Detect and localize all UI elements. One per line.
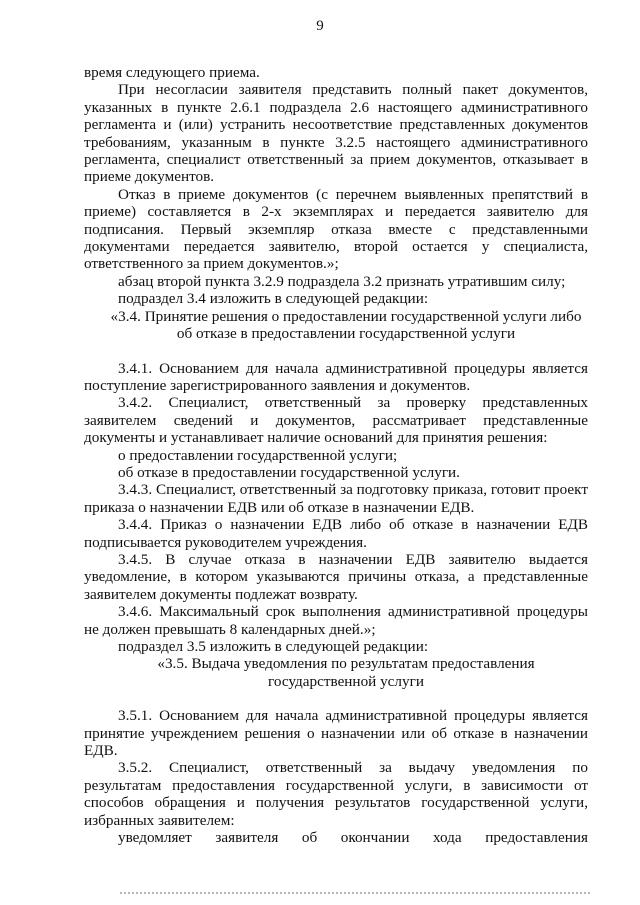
section-heading-3-5: «3.5. Выдача уведомления по результатам предоставления государственной услуги <box>157 655 535 690</box>
paragraph: подраздел 3.5 изложить в следующей редакции: <box>118 638 429 655</box>
page-number: 9 <box>316 18 324 34</box>
spacer <box>84 343 588 360</box>
document-body <box>84 64 588 846</box>
list-item: об отказе в предоставлении государственной услуги. <box>118 463 460 481</box>
paragraph: 3.4.4. Приказ о назначении ЕДВ либо об отказе в назначении ЕДВ подписывается руководителем учреждения. <box>84 516 588 551</box>
paragraph: 3.5.1. Основанием для начала административной процедуры является принятие учреждением решения о назначении или об отказе в назначении ЕДВ. <box>84 707 588 760</box>
list-item: о предоставлении государственной услуги; <box>118 446 398 464</box>
paragraph: При несогласии заявителя представить полный пакет документов, указанных в пункте 2.6.1 подраздела 2.6 настоящего административного регламента и (или) устранить несоответствие представленных документов требованиям, указанным в пункте 3.2.5 настоящего административного регламента, специалист ответственный за прием документов, отказывает в приеме документов. <box>84 81 588 186</box>
paragraph: 3.4.5. В случае отказа в назначении ЕДВ заявителю выдается уведомление, в котором указываются причины отказа, а представленные заявителем документы подлежат возврату. <box>84 550 588 603</box>
paragraph: абзац второй пункта 3.2.9 подраздела 3.2 признать утратившим силу; <box>118 272 566 290</box>
paragraph: Отказ в приеме документов (с перечнем выявленных препятствий в приеме) составляется в 2-х экземплярах и передается заявителю для подписания. Первый экземпляр отказа вместе с представленными документами передается заявителю, второй остается у специалиста, ответственного за прием документов.»; <box>84 185 588 273</box>
paragraph: 3.4.2. Специалист, ответственный за проверку представленных заявителем сведений и документов, рассматривает представленные документы и устанавливает наличие оснований для принятия решения: <box>84 394 588 447</box>
paragraph: 3.5.2. Специалист, ответственный за выдачу уведомления по результатам предоставления государственной услуги, в зависимости от способов обращения и получения результатов государственной услуги, избранных заявителем: <box>84 759 588 829</box>
section-heading-3-4: «3.4. Принятие решения о предоставлении государственной услуги либо об отказе в предоставлении государственной услуги <box>110 307 582 343</box>
paragraph: время следующего приема. <box>84 64 260 81</box>
spacer <box>84 690 588 707</box>
paragraph: 3.4.3. Специалист, ответственный за подготовку приказа, готовит проект приказа о назначении ЕДВ или об отказе в назначении ЕДВ. <box>84 481 588 516</box>
paragraph: уведомляет заявителя об окончании хода предоставления <box>118 829 588 847</box>
scan-artifact-line <box>120 892 590 896</box>
paragraph: 3.4.6. Максимальный срок выполнения административной процедуры не должен превышать 8 календарных дней.»; <box>84 603 588 638</box>
paragraph: подраздел 3.4 изложить в следующей редакции: <box>118 290 429 308</box>
paragraph: 3.4.1. Основанием для начала административной процедуры является поступление зарегистрированного заявления и документов. <box>84 359 588 394</box>
